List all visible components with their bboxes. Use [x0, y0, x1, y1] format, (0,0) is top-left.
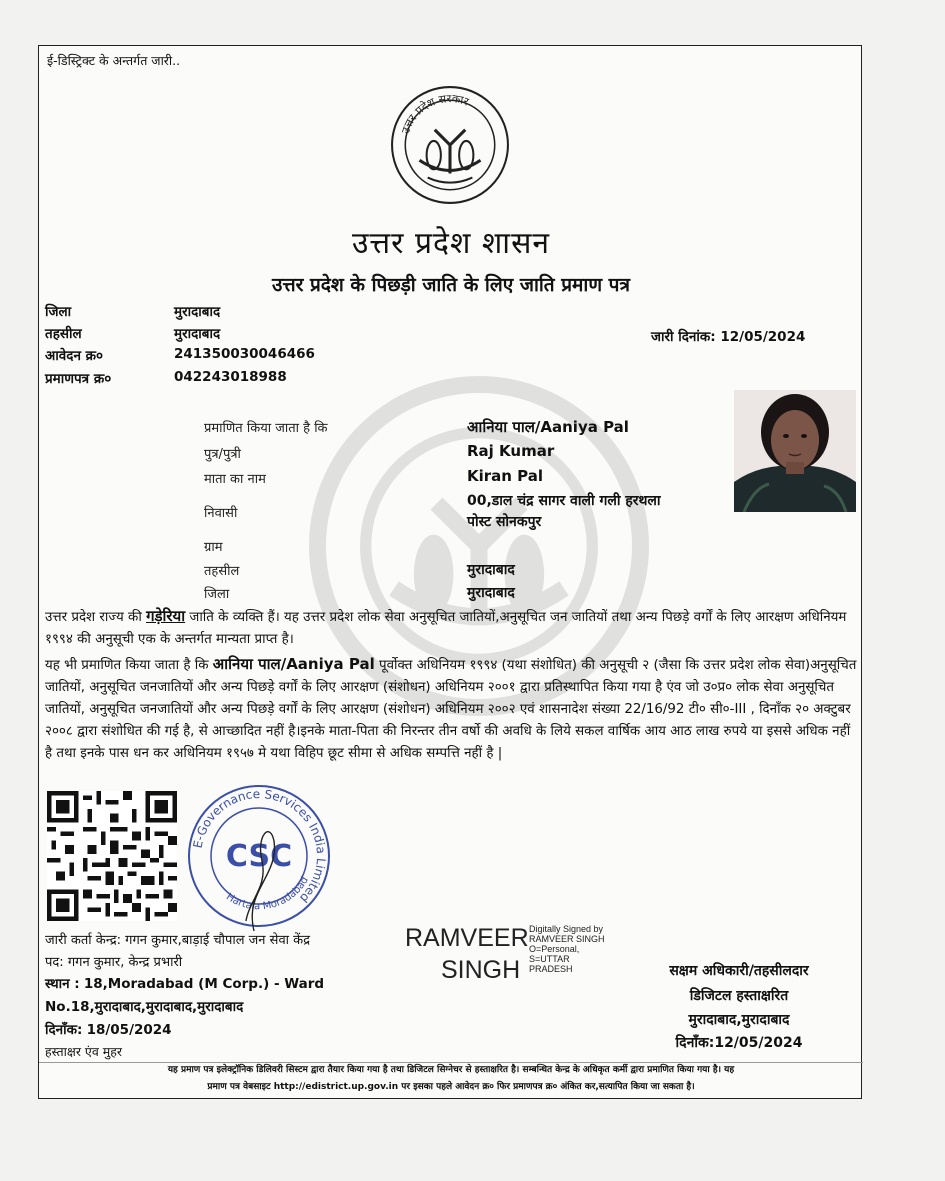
footer-note: [39, 1062, 863, 1096]
village-label: ग्राम: [204, 540, 223, 555]
csc-stamp: [184, 781, 334, 931]
issuer-post-value: गगन कुमार, केन्द्र प्रभारी: [67, 955, 183, 970]
para2-start: यह भी प्रमाणित किया जाता है कि: [45, 658, 209, 673]
issue-date-label: जारी दिनांक:: [651, 329, 716, 345]
document-subtitle: उत्तर प्रदेश के पिछड़ी जाति के लिए जाति प्रमाण पत्र: [272, 274, 630, 296]
record-district-value: मुरादाबाद: [467, 585, 515, 601]
issuing-center: [45, 930, 310, 948]
issue-date-value: 12/05/2024: [720, 329, 806, 345]
tehsil-label: तहसील: [45, 326, 82, 342]
caste-paragraph: [45, 605, 857, 651]
certification-paragraph: [45, 653, 857, 765]
para2-rest: पूर्वोक्त अधिनियम १९९४ (यथा संशोधित) की अनुसूची २ (जैसा कि उत्तर प्रदेश लोक सेवा)अनुसूचित जातियों, अनुसूचित जनजातियों और अन्य पिछड़े वर्गों के लिए आरक्षण (संशोधन) अधिनियम २००१ द्वारा प्रतिस्थापित किया गया है एंव जो उ०प्र० लोक सेवा अनुसूचित जातियों, अनुसूचित जनजातियों और अन्य पिछड़े वर्गों के लिए आरक्षण (संशोधन) अधिनियम २००२ एवं शासनादेश संख्या 22/16/92 टी० सी०-III , दिनाँक २० अक्टुबर २००८ द्वारा संशोधित की गई है, से आच्छादित नहीं है।इनके माता-पिता की निरन्तर तीन वर्षो की अवधि के लिये सकल वार्षिक आय आठ लाख रुपये या इससे अधिक नहीं है तथा इनके पास धन कर अधिनियम १९५७ मे यथा विहिप छूट सीमा से अधिक सम्पत्ति नहीं है |: [45, 658, 857, 761]
address-line-1: 00,डाल चंद्र सागर वाली गली हरथला: [467, 493, 661, 509]
record-tehsil-value: मुरादाबाद: [467, 562, 515, 578]
record-district-label: जिला: [204, 587, 230, 602]
digital-signer-name-1: RAMVEER: [405, 924, 529, 952]
issuing-center-value: गगन कुमार,बाड़ाई चौपाल जन सेवा केंद्र: [125, 933, 311, 948]
issuer-post-label: पद:: [45, 955, 64, 970]
record-tehsil-label: तहसील: [204, 564, 240, 579]
authority-title: सक्षम अधिकारी/तहसीलदार: [669, 963, 809, 979]
authority-digital: डिजिटल हस्ताक्षरित: [689, 988, 789, 1004]
certificate-sheet: [38, 45, 862, 1099]
district-value: मुरादाबाद: [174, 304, 221, 320]
issuer-post: [45, 952, 182, 970]
relation-label: पुत्र/पुत्री: [204, 447, 241, 462]
para2-holder-name: आनिया पाल/Aaniya Pal: [212, 655, 375, 673]
certificate-label: प्रमाणपत्र क्र०: [45, 371, 112, 387]
resident-label: निवासी: [204, 506, 238, 521]
holder-name: आनिया पाल/Aaniya Pal: [467, 418, 629, 436]
mother-name: Kiran Pal: [467, 467, 544, 485]
issuer-place-line-1: 18,Moradabad (M Corp.) - Ward: [83, 976, 325, 992]
footer-line-2: प्रमाण पत्र वेबसाइट http://edistrict.up.gov.in पर इसका पहले आवेदन क्र० फिर प्रमाणपत्र क्र० अंकित कर,सत्यापित किया जा सकता है।: [207, 1082, 695, 1092]
certified-label: प्रमाणित किया जाता है कि: [204, 421, 328, 436]
document-title: उत्तर प्रदेश शासन: [351, 226, 550, 261]
para1-rest: जाति के व्यक्ति हैं। यह उत्तर प्रदेश लोक सेवा अनुसूचित जातियों,अनुसूचित जन जातियों तथा अन्य पिछड़े वर्गों के लिए आरक्षण अधिनियम १९९४ की अनुसूची एक के अन्तर्गत मान्यता प्राप्त है।: [45, 610, 847, 647]
digital-signature-details: Digitally Signed by RAMVEER SINGH O=Personal, S=UTTAR PRADESH: [529, 924, 605, 974]
authority-date: दिनाँक:12/05/2024: [675, 1035, 803, 1051]
caste-name: गड़ेरिया: [146, 607, 186, 625]
issuer-place-line-2: No.18,मुरादाबाद,मुरादाबाद,मुरादाबाद: [45, 999, 244, 1015]
up-emblem-icon: [389, 84, 511, 206]
address-line-2: पोस्ट सोनकपुर: [467, 514, 542, 530]
father-name: Raj Kumar: [467, 442, 555, 460]
qr-code[interactable]: [47, 791, 177, 921]
issuing-center-label: जारी कर्ता केन्द्र:: [45, 933, 122, 948]
svg-text:E-Governance Services India Li: E-Governance Services India Limited: [190, 786, 329, 906]
applicant-photo: [734, 390, 856, 512]
csc-logo-text: CSC: [225, 839, 293, 874]
para1-start: उत्तर प्रदेश राज्य की: [45, 610, 142, 625]
issue-date: [651, 327, 805, 345]
svg-text:Hartala Moradabad: Hartala Moradabad: [223, 875, 311, 913]
mother-label: माता का नाम: [204, 472, 266, 487]
issuer-place-label: स्थान :: [45, 976, 80, 992]
authority-location: मुरादाबाद,मुरादाबाद: [688, 1012, 790, 1028]
application-number: 241350030046466: [174, 346, 315, 362]
issuer-date-label: दिनाँक:: [45, 1022, 83, 1038]
issuer-date: [45, 1020, 172, 1038]
tehsil-value: मुरादाबाद: [174, 326, 221, 342]
district-label: जिला: [45, 304, 72, 320]
certificate-number: 042243018988: [174, 369, 287, 385]
issuer-place: [45, 974, 324, 992]
digital-signer-name-2: SINGH: [441, 956, 521, 984]
application-label: आवेदन क्र०: [45, 348, 104, 364]
footer-line-1: यह प्रमाण पत्र इलेक्ट्रॉनिक डिलिवरी सिस्टम द्वारा तैयार किया गया है तथा डिजिटल सिग्नेचर से हस्ताक्षरित है। सम्बन्धित केन्द्र के अधिकृत कर्मी द्वारा प्रमाणित किया गया है। यह: [167, 1065, 735, 1075]
issuer-date-value: 18/05/2024: [86, 1022, 172, 1038]
svg-text:उत्तर प्रदेश सरकार: उत्तर प्रदेश सरकार: [399, 92, 471, 136]
signature-seal-label: हस्ताक्षर एंव मुहर: [45, 1044, 122, 1059]
header-note: ई-डिस्ट्रिक्ट के अन्तर्गत जारी..: [47, 53, 181, 68]
